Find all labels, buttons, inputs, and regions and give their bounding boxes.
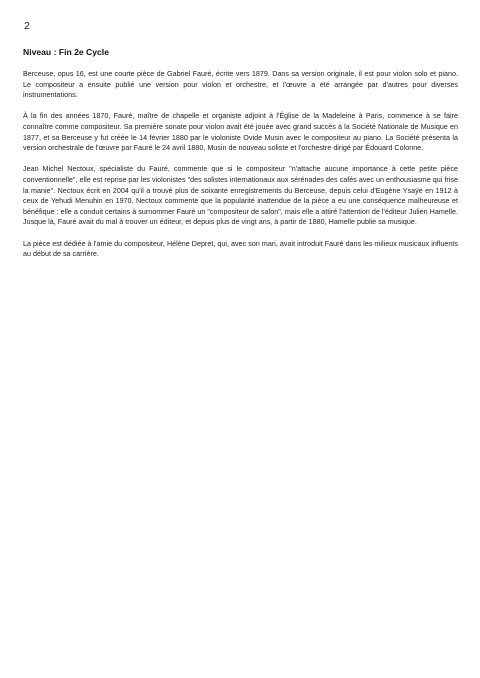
page-number: 2 — [24, 20, 30, 32]
paragraph-reception: Jean Michel Nectoux, spécialiste du Fauré, commente que si le compositeur "n'attache aucune importance à cette petite pièce conventionnelle", elle est reprise par les violonistes "des solistes internationaux aux sérénades des cafés avec un enthousiasme qui frise la manie". Nectoux écrit en 2004 qu'il a trouvé plus de soixante enregistrements du Berceuse, depuis celui d'Eugène Ysaÿe en 1912 à ceux de Yehudi Menuhin en 1970. Nectoux commente que la popularité inattendue de la pièce a eu une conséquence malheureuse et bénéfique : elle a conduit certains à surnommer Fauré un "compositeur de salon", mais elle a attiré l'attention de l'éditeur Julien Hamelle. Jusque là, Fauré avait du mal à trouver un éditeur, et depuis plus de vingt ans, à partir de 1880, Hamelle publie sa musique. — [23, 165, 458, 227]
document-body — [23, 47, 458, 270]
paragraph-dedication: La pièce est dédiée à l'amie du compositeur, Hélène Depret, qui, avec son mari, avait introduit Fauré dans les milieux musicaux influents au début de sa carrière. — [23, 239, 458, 259]
level-heading: Niveau : Fin 2e Cycle — [23, 47, 109, 57]
paragraph-history: À la fin des années 1870, Fauré, maître de chapelle et organiste adjoint à l'Église de la Madeleine à Paris, commence à se faire connaître comme compositeur. Sa première sonate pour violon avait été jouée avec grand succès à la Société Nationale de Musique en 1877, et sa Berceuse y fut créée le 14 février 1880 par le violoniste Ovide Musin avec le compositeur au piano. La Société présenta la version orchestrale de l'œuvre par Fauré le 24 avril 1880, Musin de nouveau soliste et l'orchestre dirigé par Édouard Colonne. — [23, 112, 458, 153]
paragraph-introduction: Berceuse, opus 16, est une courte pièce de Gabriel Fauré, écrite vers 1879. Dans sa version originale, il est pour violon solo et piano. Le compositeur a ensuite publié une version pour violon et orchestre, et l'œuvre a été arrangée par d'autres pour diverses instrumentations. — [23, 70, 458, 100]
